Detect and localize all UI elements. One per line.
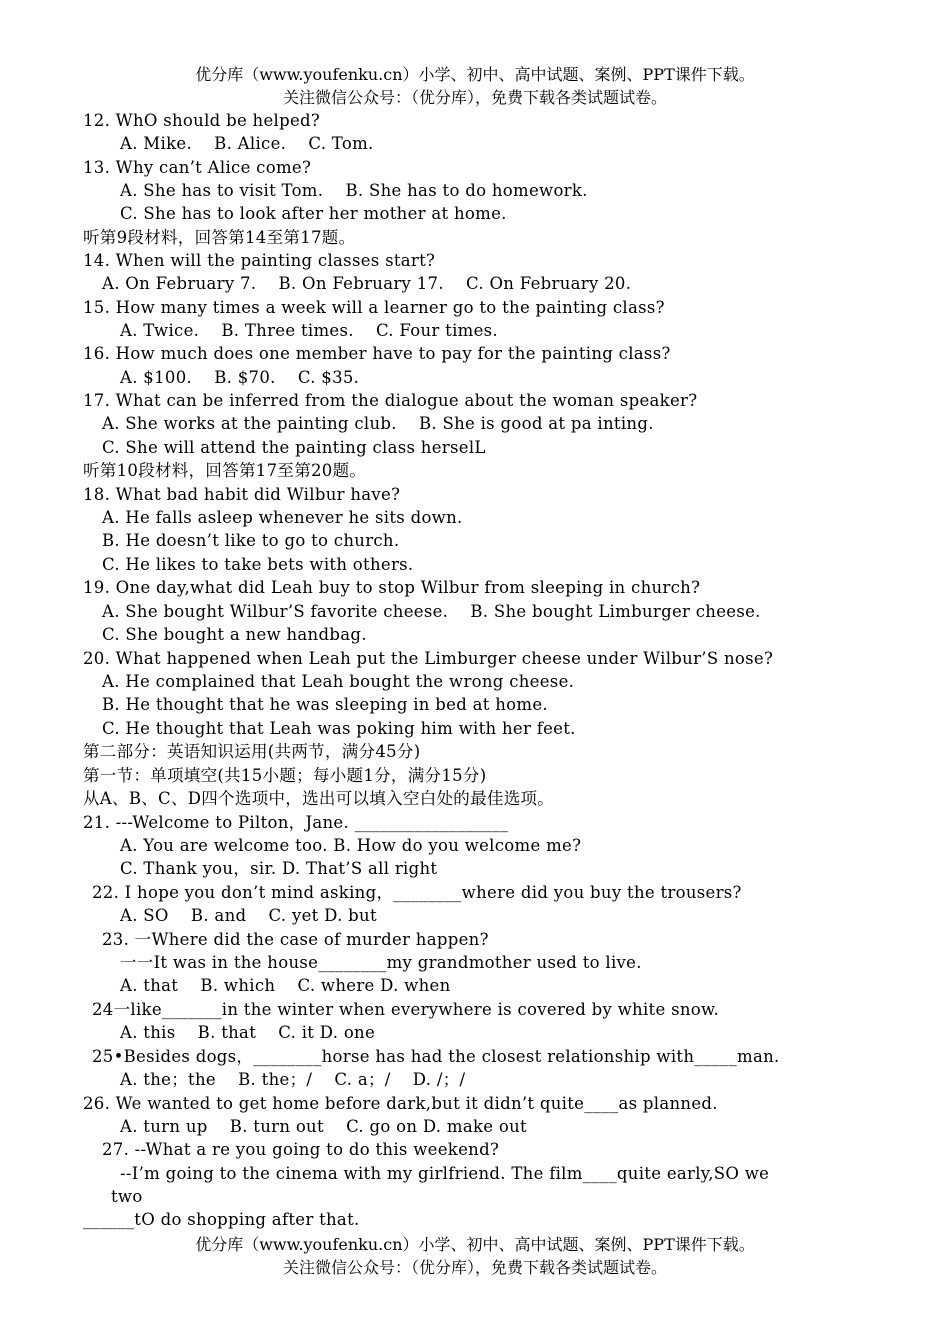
question-27-reply-cont: two bbox=[111, 1187, 143, 1206]
section-one-title: 第一节：单项填空(共15小题；每小题1分，满分15分) bbox=[83, 766, 487, 785]
question-27-reply-end: ______tO do shopping after that. bbox=[83, 1210, 360, 1229]
options-18-b: B. He doesn’t like to go to church. bbox=[102, 531, 400, 550]
footer-line-2: 关注微信公众号：（优分库），免费下载各类试题试卷。 bbox=[282, 1258, 667, 1277]
question-19: 19. One day,what did Leah buy to stop Wilbur from sleeping in church? bbox=[83, 578, 701, 597]
options-14: A. On February 7. B. On February 17. C. On February 20. bbox=[102, 274, 632, 293]
options-23: A. that B. which C. where D. when bbox=[120, 976, 451, 995]
question-14: 14. When will the painting classes start? bbox=[83, 251, 436, 270]
part-two-title: 第二部分：英语知识运用(共两节，满分45分) bbox=[83, 742, 421, 761]
question-13: 13. Why can’t Alice come? bbox=[83, 158, 312, 177]
question-23-reply: 一一It was in the house________my grandmother used to live. bbox=[120, 953, 642, 972]
options-13-ab: A. She has to visit Tom. B. She has to do homework. bbox=[120, 181, 588, 200]
question-22: 22. I hope you don’t mind asking，________where did you buy the trousers? bbox=[92, 883, 742, 902]
question-18: 18. What bad habit did Wilbur have? bbox=[83, 485, 401, 504]
question-15: 15. How many times a week will a learner go to the painting class? bbox=[83, 298, 665, 317]
question-17: 17. What can be inferred from the dialogue about the woman speaker? bbox=[83, 391, 698, 410]
options-18-c: C. He likes to take bets with others. bbox=[102, 555, 414, 574]
header-line-1: 优分库（www.youfenku.cn）小学、初中、高中试题、案例、PPT课件下载。 bbox=[195, 65, 755, 84]
options-12: A. Mike. B. Alice. C. Tom. bbox=[120, 134, 374, 153]
options-25: A. the；the B. the；/ C. a；/ D. /；/ bbox=[120, 1070, 466, 1089]
options-24: A. this B. that C. it D. one bbox=[120, 1023, 376, 1042]
footer-line-1: 优分库（www.youfenku.cn）小学、初中、高中试题、案例、PPT课件下载。 bbox=[195, 1235, 755, 1254]
question-12: 12. WhO should be helped? bbox=[83, 111, 321, 130]
question-25: 25•Besides dogs，________horse has had the closest relationship with_____man. bbox=[92, 1047, 780, 1066]
options-21-ab: A. You are welcome too. B. How do you welcome me? bbox=[120, 836, 582, 855]
options-21-cd: C. Thank you，sir. D. That’S all right bbox=[120, 859, 438, 878]
options-17-c: C. She will attend the painting class herselL bbox=[102, 438, 486, 457]
options-19-ab: A. She bought Wilbur’S favorite cheese. B. She bought Limburger cheese. bbox=[102, 602, 761, 621]
question-16: 16. How much does one member have to pay for the painting class? bbox=[83, 344, 671, 363]
header-line-2: 关注微信公众号：（优分库），免费下载各类试题试卷。 bbox=[282, 88, 667, 107]
options-18-a: A. He falls asleep whenever he sits down. bbox=[102, 508, 463, 527]
options-17-ab: A. She works at the painting club. B. She is good at pa inting. bbox=[102, 414, 654, 433]
options-26: A. turn up B. turn out C. go on D. make out bbox=[120, 1117, 527, 1136]
options-19-c: C. She bought a new handbag. bbox=[102, 625, 367, 644]
section-instruction-10: 听第10段材料，回答第17至第20题。 bbox=[83, 461, 367, 480]
question-23: 23. 一Where did the case of murder happen? bbox=[102, 930, 489, 949]
question-27-reply: --I’m going to the cinema with my girlfriend. The film____quite early,SO we bbox=[120, 1164, 770, 1183]
question-20: 20. What happened when Leah put the Limburger cheese under Wilbur’S nose? bbox=[83, 649, 774, 668]
options-20-a: A. He complained that Leah bought the wrong cheese. bbox=[102, 672, 575, 691]
options-13-c: C. She has to look after her mother at home. bbox=[120, 204, 507, 223]
options-16: A. $100. B. $70. C. $35. bbox=[120, 368, 360, 387]
section-one-instruction: 从A、B、C、D四个选项中，选出可以填入空白处的最佳选项。 bbox=[83, 789, 555, 808]
question-24: 24一like_______in the winter when everywhere is covered by white snow. bbox=[92, 1000, 720, 1019]
options-20-c: C. He thought that Leah was poking him with her feet. bbox=[102, 719, 576, 738]
question-27: 27. --What a re you going to do this weekend? bbox=[102, 1140, 500, 1159]
options-22: A. SO B. and C. yet D. but bbox=[120, 906, 377, 925]
options-20-b: B. He thought that he was sleeping in bed at home. bbox=[102, 695, 548, 714]
options-15: A. Twice. B. Three times. C. Four times. bbox=[120, 321, 498, 340]
section-instruction-9: 听第9段材料，回答第14至第17题。 bbox=[83, 228, 356, 247]
question-21: 21. ---Welcome to Pilton，Jane. __________________ bbox=[83, 813, 509, 832]
question-26: 26. We wanted to get home before dark,but it didn’t quite____as planned. bbox=[83, 1094, 718, 1113]
